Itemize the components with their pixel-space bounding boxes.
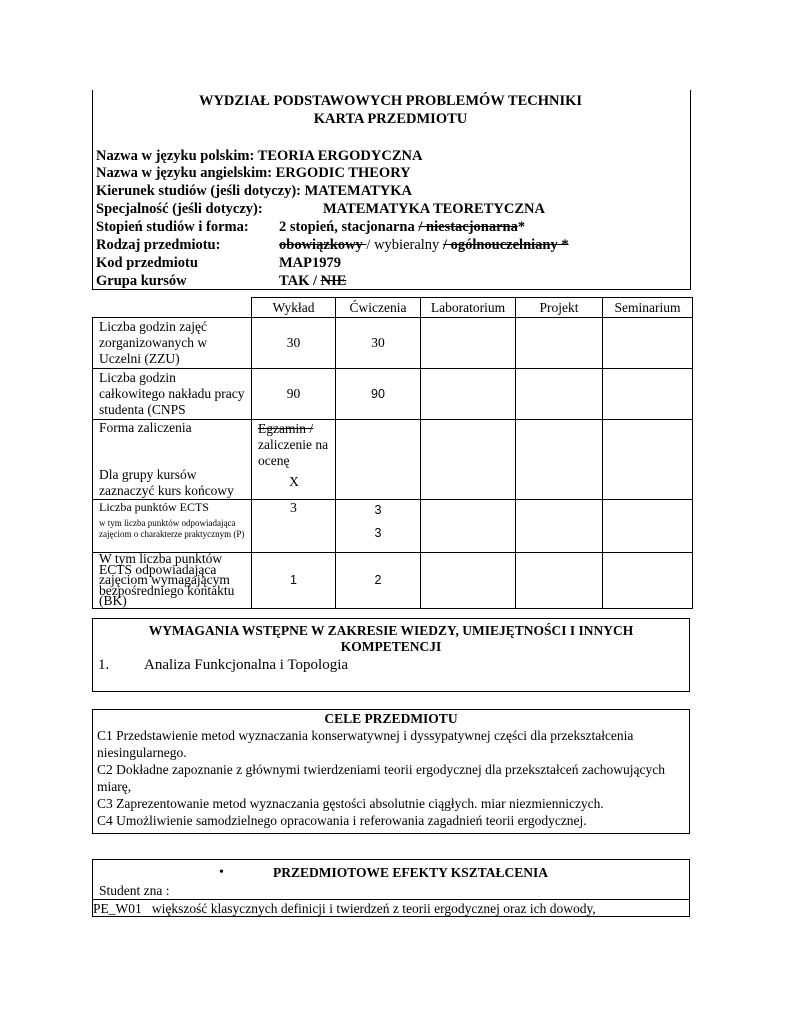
outcomes-student: Student zna : [99,883,170,898]
zzu-wyklad: 30 [252,318,336,369]
degree-star: * [517,219,526,235]
table-row-ects [93,500,693,553]
ects-p-label: w tym liczba punktów odpowiadająca zajęciom o charakterze praktycznym (P) [99,518,245,539]
outcomes-divider [93,899,689,900]
cnps-label: Liczba godzin całkowitego nakładu pracy studenta (CNPS [93,369,252,420]
header-seminarium: Seminarium [603,298,693,318]
name-en-label: Nazwa w języku angielskim: [96,165,273,181]
code-label: Kod przedmiotu [96,255,198,271]
goal-c1: C1 Przedstawienie metod wyznaczania konserwatywnej i dyssypatywnej części dla przekształcenia niesingularnego. [97,728,634,760]
type-elective: / wybieralny [366,237,443,253]
zzu-label: Liczba godzin zajęć zorganizowanych w Uczelni (ZZU) [93,318,252,369]
group-value [279,272,346,290]
header-wyklad: Wykład [252,298,336,318]
name-pl-value: TEORIA ERGODYCZNA [257,148,423,164]
hours-table [92,297,693,609]
forma-exam-struck: Egzamin / [258,421,314,436]
header-laboratorium: Laboratorium [421,298,516,318]
outcomes-bullet: • [219,865,224,880]
requirements-item-num: 1. [98,657,110,673]
requirements-box [92,618,690,692]
goal-c4: C4 Umożliwienie samodzielnego opracowania i referowania zagadnień teorii ergodycznej. [97,813,587,828]
outcome-text: większość klasycznych definicji i twierdzeń z teorii ergodycznej oraz ich dowody, [151,901,596,916]
grupa-mark: X [289,474,299,489]
forma-zaliczenie: zaliczenie na ocenę [258,437,329,468]
outcome-pe-w01 [93,901,596,917]
direction-label: Kierunek studiów (jeśli dotyczy): [96,183,301,199]
goal-c2: C2 Dokładne zapoznanie z głównymi twierdzeniami teorii ergodycznej dla przekształceń zachowujących miarę, [97,762,666,794]
ects-cwiczenia-cell [336,500,421,553]
table-header-row [93,298,693,318]
ects-bk-label: W tym liczba punktów ECTS odpowiadająca zajęciom wymagającym bezpośredniego kontaktu (BK) [93,553,252,609]
degree-stationary: 2 stopień, stacjonarna [279,219,419,235]
zzu-lab [421,318,516,369]
header-projekt: Projekt [516,298,603,318]
ects-cwiczenia: 3 [374,503,382,517]
ects-seminarium [603,500,693,553]
code-value: MAP1979 [279,255,342,271]
forma-cwiczenia [336,420,421,500]
group-yes: TAK / [279,273,321,289]
type-general-struck: / ogólnouczelniany * [442,237,569,253]
direction-row [96,182,412,200]
zzu-projekt [516,318,603,369]
ects-bk-wyklad: 1 [252,553,336,609]
direction-value: MATEMATYKA [304,183,413,199]
degree-value [279,218,525,236]
ects-p-cwiczenia: 3 [374,526,382,540]
name-en-value: ERGODIC THEORY [275,165,411,181]
forma-wyklad [258,421,332,469]
cnps-cwiczenia: 90 [336,369,421,420]
faculty-title: WYDZIAŁ PODSTAWOWYCH PROBLEMÓW TECHNIKI [198,93,583,109]
table-row-zzu [93,318,693,369]
forma-label: Forma zaliczenia [99,420,192,435]
goals-title: CELE PRZEDMIOTU [324,711,458,726]
ects-bk-projekt [516,553,603,609]
grupa-label: Dla grupy kursów zaznaczyć kurs końcowy [99,467,234,498]
empty-corner-cell [93,298,252,318]
ects-wyklad: 3 [252,500,336,553]
group-no-struck: NIE [320,273,347,289]
table-row-forma [93,420,693,500]
ects-bk-seminarium [603,553,693,609]
goals-box [92,709,690,834]
forma-cell [93,420,252,500]
outcomes-title: PRZEDMIOTOWE EFEKTY KSZTAŁCENIA [273,865,549,880]
zzu-cwiczenia: 30 [336,318,421,369]
ects-cell [93,500,252,553]
requirements-item: Analiza Funkcjonalna i Topologia [144,657,349,673]
outcome-code: PE_W01 [93,901,142,916]
table-row-ects-bk [93,553,693,609]
ects-label: Liczba punktów ECTS [99,500,209,514]
cnps-wyklad: 90 [252,369,336,420]
forma-lab [421,420,516,500]
specialty-label: Specjalność (jeśli dotyczy): [96,201,263,217]
degree-label: Stopień studiów i forma: [96,219,249,235]
requirements-title: WYMAGANIA WSTĘPNE W ZAKRESIE WIEDZY, UMIEJĘTNOŚCI I INNYCH KOMPETENCJI [148,623,634,654]
ects-lab [421,500,516,553]
type-label: Rodzaj przedmiotu: [96,237,221,253]
outcomes-box [92,859,690,917]
forma-projekt [516,420,603,500]
ects-bk-lab [421,553,516,609]
forma-wyklad-cell [252,420,336,500]
degree-nonstationary-struck: / niestacjonarna [418,219,518,235]
ects-projekt [516,500,603,553]
card-title: KARTA PRZEDMIOTU [313,111,468,127]
table-row-cnps [93,369,693,420]
name-pl-label: Nazwa w języku polskim: [96,148,255,164]
cnps-projekt [516,369,603,420]
forma-seminarium [603,420,693,500]
zzu-seminarium [603,318,693,369]
name-pl-row [96,147,422,165]
cnps-lab [421,369,516,420]
type-mandatory-struck: obowiązkowy [279,237,367,253]
header-cwiczenia: Ćwiczenia [336,298,421,318]
cnps-seminarium [603,369,693,420]
name-en-row [96,164,411,182]
type-value [279,236,569,254]
ects-bk-cwiczenia: 2 [336,553,421,609]
goal-c3: C3 Zaprezentowanie metod wyznaczania gęstości absolutnie ciągłych. miar niezmienniczych. [97,796,604,811]
group-label: Grupa kursów [96,273,187,289]
specialty-value: MATEMATYKA TEORETYCZNA [323,201,545,217]
